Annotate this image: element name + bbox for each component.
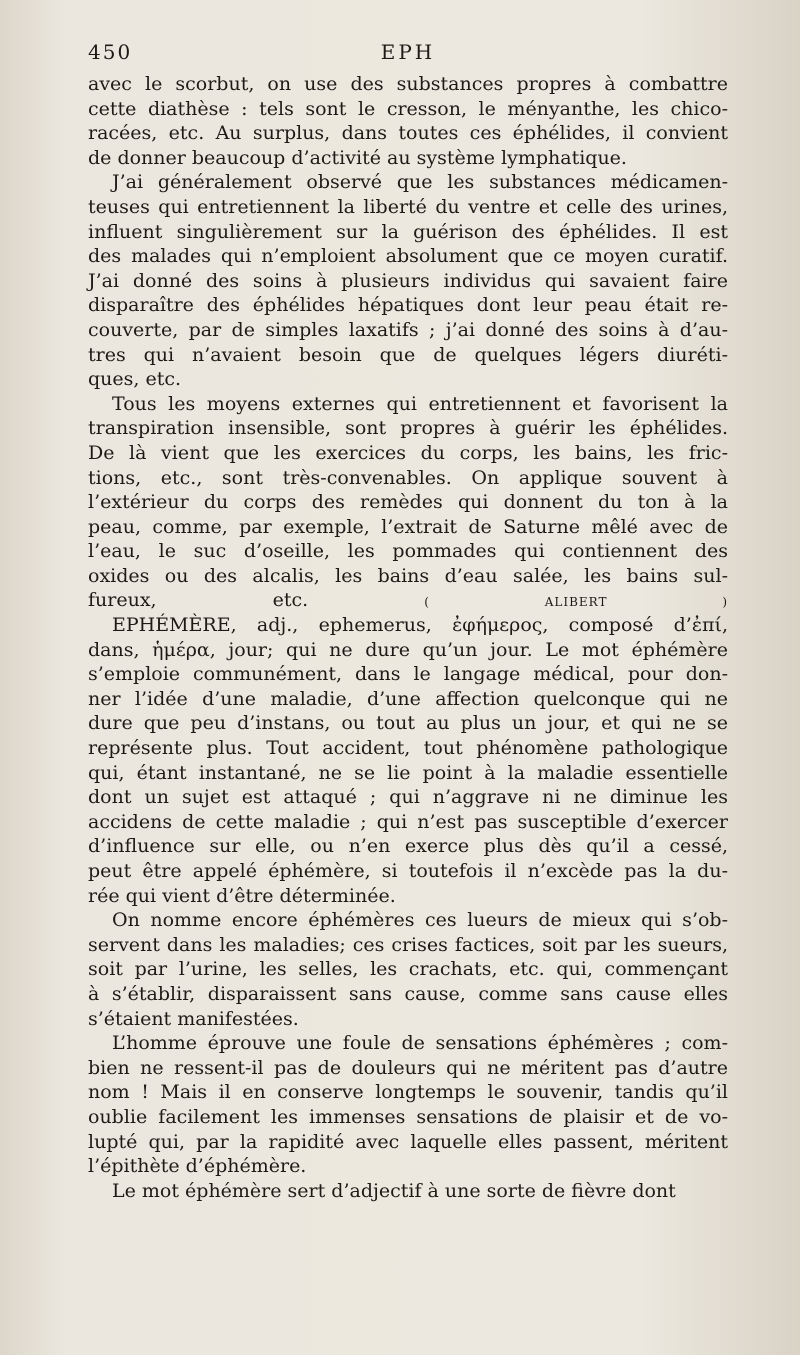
paragraph: [88, 170, 728, 391]
text-line: dont un sujet est attaqué ; qui n’aggrave ni ne diminue les: [88, 786, 728, 809]
text-line: Tous les moyens externes qui entretiennent et favorisent la: [112, 392, 728, 415]
paragraph: [88, 1179, 728, 1204]
running-head: EPH: [380, 40, 436, 64]
text-line: couverte, par de simples laxatifs ; j’ai donné des soins à d’au-: [88, 318, 728, 341]
text-line: On nomme encore éphémères ces lueurs de mieux qui s’ob-: [112, 909, 728, 932]
text-line: l’eau, le suc d’oseille, les pommades qui contiennent des: [88, 540, 728, 563]
text-line: l’extérieur du corps des remèdes qui donnent du ton à la: [88, 491, 728, 514]
text-line: ner l’idée d’une maladie, d’une affection quelconque qui ne: [88, 687, 728, 710]
text-line: transpiration insensible, sont propres à guérir les éphélides.: [88, 417, 728, 440]
text-line: teuses qui entretiennent la liberté du ventre et celle des urines,: [88, 195, 728, 218]
body-text: [88, 72, 728, 1203]
text-line: influent singulièrement sur la guérison des éphélides. Il est: [88, 220, 728, 243]
text-line: [88, 588, 728, 613]
text-line: ques, etc.: [88, 368, 182, 391]
text-line: [88, 613, 728, 638]
paragraph: [88, 613, 728, 908]
text-line: dure que peu d’instans, ou tout au plus un jour, et qui ne se: [88, 712, 728, 735]
text-line: lupté qui, par la rapidité avec laquelle elles passent, méritent: [88, 1130, 728, 1153]
text-line: oxides ou des alcalis, les bains d’eau salée, les bains sul-: [88, 564, 728, 587]
text-line: nom ! Mais il en conserve longtemps le souvenir, tandis qu’il: [88, 1081, 728, 1104]
text-line: L’homme éprouve une foule de sensations éphémères ; com-: [112, 1032, 728, 1055]
paragraph: [88, 72, 728, 170]
text-line: peau, comme, par exemple, l’extrait de Saturne mêlé avec de: [88, 515, 728, 538]
author-signature: ( ALIBERT ): [424, 595, 728, 610]
text-line: représente plus. Tout accident, tout phénomène pathologique: [88, 737, 728, 760]
text-line: de donner beaucoup d’activité au système lymphatique.: [88, 146, 627, 169]
text-line-content: , adj., ephemerus, ἐφήμερος, composé d’ἐπί,: [230, 614, 728, 637]
text-line: racées, etc. Au surplus, dans toutes ces éphélides, il convient: [88, 122, 728, 145]
text-line-content: fureux, etc.: [88, 589, 309, 612]
text-line: accidens de cette maladie ; qui n’est pas susceptible d’exercer: [88, 810, 728, 833]
text-line: Le mot éphémère sert d’adjectif à une sorte de fièvre dont: [112, 1179, 676, 1202]
text-line: J’ai généralement observé que les substances médicamen-: [112, 171, 728, 194]
text-line: cette diathèse : tels sont le cresson, le ményanthe, les chico-: [88, 97, 728, 120]
text-line: rée qui vient d’être déterminée.: [88, 884, 396, 907]
text-line: d’influence sur elle, ou n’en exerce plus dès qu’il a cessé,: [88, 835, 728, 858]
text-line: oublie facilement les immenses sensations de plaisir et de vo-: [88, 1105, 728, 1128]
text-line: disparaître des éphélides hépatiques dont leur peau était re-: [88, 294, 728, 317]
text-line: s’emploie communément, dans le langage médical, pour don-: [88, 663, 728, 686]
text-line: De là vient que les exercices du corps, les bains, les fric-: [88, 441, 728, 464]
text-line: tres qui n’avaient besoin que de quelques légers diuréti-: [88, 343, 728, 366]
entry-headword: EPHÉMÈRE: [112, 614, 231, 637]
page-header: [88, 40, 728, 68]
text-line: l’épithète d’éphémère.: [88, 1155, 307, 1178]
text-line: bien ne ressent-il pas de douleurs qui ne méritent pas d’autre: [88, 1056, 728, 1079]
text-line: à s’établir, disparaissent sans cause, comme sans cause elles: [88, 982, 728, 1005]
text-line: dans, ἡμέρα, jour; qui ne dure qu’un jour. Le mot éphémère: [88, 638, 728, 661]
text-line: s’étaient manifestées.: [88, 1007, 299, 1030]
text-line: soit par l’urine, les selles, les crachats, etc. qui, commençant: [88, 958, 728, 981]
paragraph: [88, 392, 728, 613]
text-line: avec le scorbut, on use des substances propres à combattre: [88, 73, 728, 95]
text-line: des malades qui n’emploient absolument que ce moyen curatif.: [88, 245, 728, 268]
text-line: J’ai donné des soins à plusieurs individus qui savaient faire: [88, 269, 728, 292]
text-line: servent dans les maladies; ces crises factices, soit par les sueurs,: [88, 933, 728, 956]
text-line: peut être appelé éphémère, si toutefois il n’excède pas la du-: [88, 860, 728, 882]
page-number: 450: [88, 40, 133, 64]
paragraph: [88, 908, 728, 1031]
text-line: qui, étant instantané, ne se lie point à la maladie essentielle: [88, 761, 728, 784]
text-line: tions, etc., sont très-convenables. On applique souvent à: [88, 466, 728, 489]
paragraph: [88, 1031, 728, 1179]
